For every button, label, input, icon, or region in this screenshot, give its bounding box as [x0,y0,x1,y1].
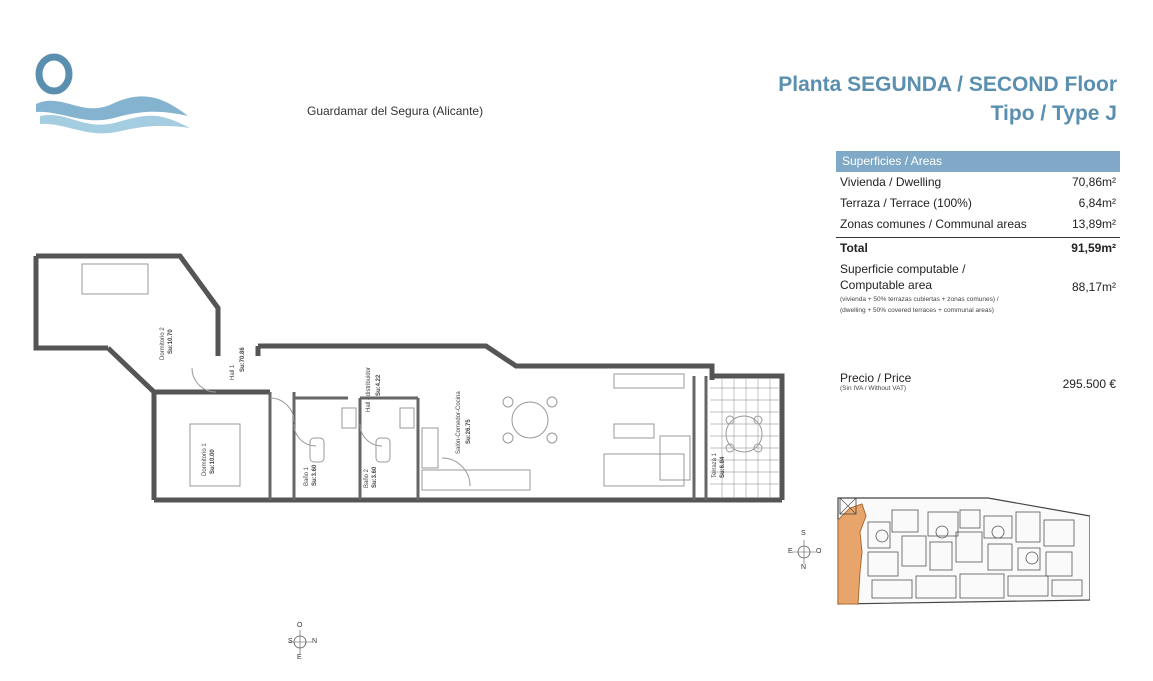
room-area-hall: Su:70.86 [240,347,246,372]
room-label-salon: Salón-Comedor-Cocina [456,391,462,454]
location-text: Guardamar del Segura (Alicante) [307,104,484,118]
compass-south: S [288,638,293,645]
area-value: 6,84m² [1078,196,1116,210]
room-label-dorm2: Dormitorio 2 [160,327,166,360]
room-label-terraza: Terraza 1 [712,452,718,478]
area-value: 13,89m² [1071,217,1116,231]
area-label: Terraza / Terrace (100%) [840,196,972,210]
compass-west: O [816,548,822,555]
floor-plan [30,248,790,518]
compass-north: N [312,638,318,645]
compass-rose-plan [282,622,322,662]
room-label-dorm1: Dormitorio 1 [202,443,208,476]
room-area-bano1: Su:3.60 [312,464,318,486]
compass-north: N [801,564,807,571]
room-label-bano1: Baño 1 [304,466,310,486]
total-label: Total [840,241,868,255]
room-area-dorm2: Su:10.70 [168,329,174,354]
room-area-salon: Su:26.75 [466,419,472,444]
plan-title [778,70,1117,128]
area-row-communal [836,214,1120,235]
price-value: 295.500 € [1062,377,1116,391]
price-note: (Sin IVA / Without VAT) [840,385,907,392]
area-row-dwelling [836,172,1120,193]
areas-table [836,151,1120,315]
computable-note-1: (vivienda + 50% terrazas cubiertas + zonas comunes) / [840,296,999,303]
room-area-dorm1: Su:10.00 [210,449,216,474]
computable-label-2: Computable area [840,278,933,292]
computable-label-1: Superficie computable / [840,262,966,276]
company-logo [32,52,192,136]
total-value: 91,59m² [1071,241,1116,255]
room-area-distribuidor: Su:4.22 [376,374,382,396]
room-area-bano2: Su:3.60 [372,466,378,488]
area-row-total [836,237,1120,259]
area-label: Zonas comunes / Communal areas [840,217,1027,231]
room-label-hall: Hall 1 [230,364,236,380]
areas-heading: Superficies / Areas [836,151,1120,172]
compass-east: E [297,654,302,661]
computable-value: 88,17m² [1071,280,1116,294]
compass-west: O [297,622,303,629]
compass-rose-map [786,530,826,574]
area-value: 70,86m² [1071,175,1116,189]
computable-note-2: (dwelling + 50% covered terraces + communal areas) [840,307,994,314]
room-area-terraza: Su:6.84 [720,456,726,478]
building-location-map [832,492,1090,608]
area-label: Vivienda / Dwelling [840,175,942,189]
compass-east: E [788,548,793,555]
floor-title: Planta SEGUNDA / SECOND Floor [778,73,1117,96]
compass-south: S [801,530,806,537]
type-title: Tipo / Type J [990,102,1117,125]
price-label: Precio / Price [840,371,912,385]
room-label-bano2: Baño 2 [364,468,370,488]
computable-area [836,259,1120,315]
area-row-terrace [836,193,1120,214]
price-block [840,371,1116,392]
room-label-distribuidor: Hall - distribuidor [366,366,372,412]
